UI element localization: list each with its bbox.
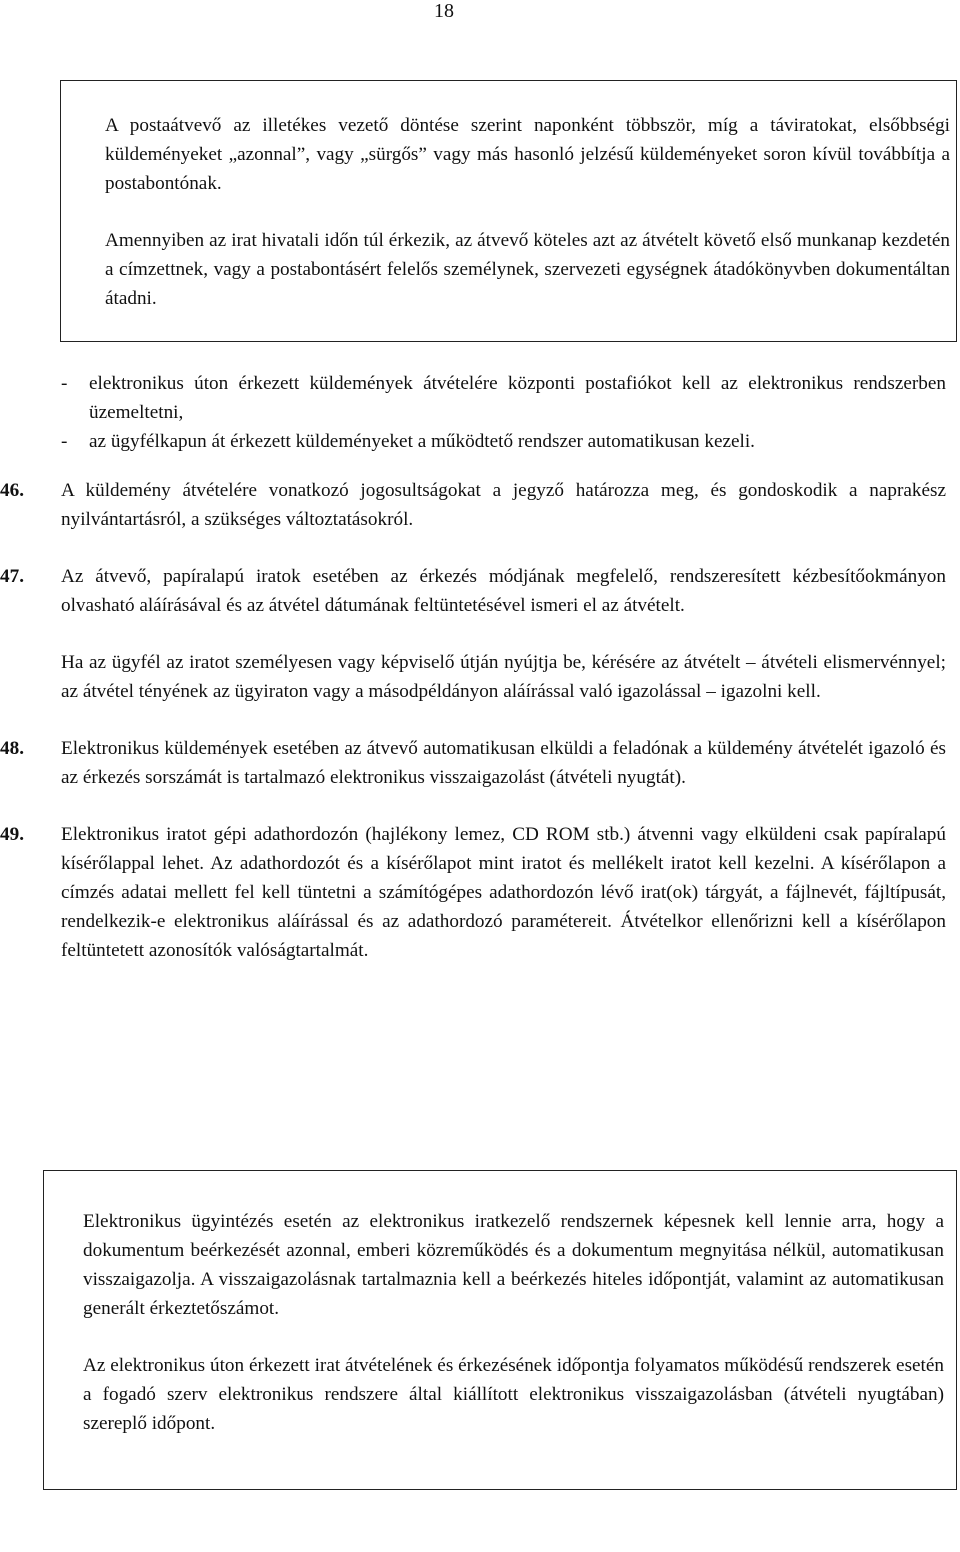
box-paragraph: Az elektronikus úton érkezett irat átvételének és érkezésének időpontja folyamatos működésű rendszerek esetén a fogadó szerv elektronikus rendszere által kiállított elektronikus visszaigazolásban (átvételi nyugtában) szereplő időpont. — [83, 1355, 944, 1434]
main-content — [0, 369, 946, 965]
section-47 — [0, 562, 946, 706]
section-number: 46. — [0, 480, 24, 501]
bullet-dash: - — [61, 431, 68, 452]
section-number: 47. — [0, 566, 24, 587]
section-46 — [0, 476, 946, 534]
section-number: 48. — [0, 738, 24, 759]
info-box-top — [60, 80, 957, 342]
info-box-bottom — [43, 1170, 957, 1490]
box-paragraph: Elektronikus ügyintézés esetén az elektronikus iratkezelő rendszernek képesnek kell lennie arra, hogy a dokumentum beérkezését azonnal, emberi közreműködés és a dokumentum megnyitása nélkül, automatikusan visszaigazolja. A visszaigazolásnak tartalmaznia kell a beérkezés hiteles időpontját, valamint az automatikusan generált érkeztetőszámot. — [83, 1211, 944, 1319]
box-paragraph: Amennyiben az irat hivatali időn túl érkezik, az átvevő köteles azt az átvételt követő első munkanap kezdetén a címzettnek, vagy a postabontásért felelős személynek, szervezeti egységnek átadókönyvben dokumentáltan átadni. — [105, 230, 950, 309]
section-48 — [0, 734, 946, 792]
bullet-dash: - — [61, 373, 68, 394]
section-49 — [0, 820, 946, 965]
section-paragraph: A küldemény átvételére vonatkozó jogosultságokat a jegyző határozza meg, és gondoskodik a naprakész nyilvántartásról, a szükséges változtatásokról. — [61, 480, 946, 530]
section-paragraph: Az átvevő, papíralapú iratok esetében az érkezés módjának megfelelő, rendszeresített kézbesítőokmányon olvasható aláírásával és az átvétel dátumának feltüntetésével ismeri el az átvételt. — [61, 566, 946, 616]
bullet-item — [61, 427, 946, 456]
bullet-text: elektronikus úton érkezett küldemények átvételére központi postafiókot kell az elektronikus rendszerben üzemeltetni, — [89, 373, 946, 423]
bullet-text: az ügyfélkapun át érkezett küldeményeket a működtető rendszer automatikusan kezeli. — [89, 431, 755, 452]
section-paragraph: Elektronikus iratot gépi adathordozón (hajlékony lemez, CD ROM stb.) átvenni vagy elküldeni csak papíralapú kísérőlappal lehet. Az adathordozót és a kísérőlapot mint iratot és mellékelt iratot kell kezelni. A kísérőlapon a címzés adatai mellett fel kell tüntetni a számítógépes adathordozón lévő irat(ok) tárgyát, a fájlnevét, fájltípusát, rendelkezik-e elektronikus aláírással és az adathordozó paramétereit. Átvételkor ellenőrizni kell a kísérőlapon feltüntetett azonosítók valóságtartalmát. — [61, 824, 946, 961]
section-paragraph: Ha az ügyfél az iratot személyesen vagy képviselő útján nyújtja be, kérésére az átvételt – átvételi elismervénnyel; az átvétel tényének az ügyiraton vagy a másodpéldányon aláírással való igazolással – igazolni kell. — [61, 652, 946, 702]
section-number: 49. — [0, 824, 24, 845]
bullet-item — [61, 369, 946, 427]
page-number: 18 — [434, 0, 454, 22]
box-paragraph: A postaátvevő az illetékes vezető döntése szerint naponként többször, míg a táviratokat, elsőbbségi küldeményeket „azonnal”, vagy „sürgős” vagy más hasonló jelzésű küldeményeket soron kívül továbbítja a postabontónak. — [105, 115, 950, 194]
section-paragraph: Elektronikus küldemények esetében az átvevő automatikusan elküldi a feladónak a küldemény átvételét igazoló és az érkezés sorszámát is tartalmazó elektronikus visszaigazolást (átvételi nyugtát). — [61, 738, 946, 788]
